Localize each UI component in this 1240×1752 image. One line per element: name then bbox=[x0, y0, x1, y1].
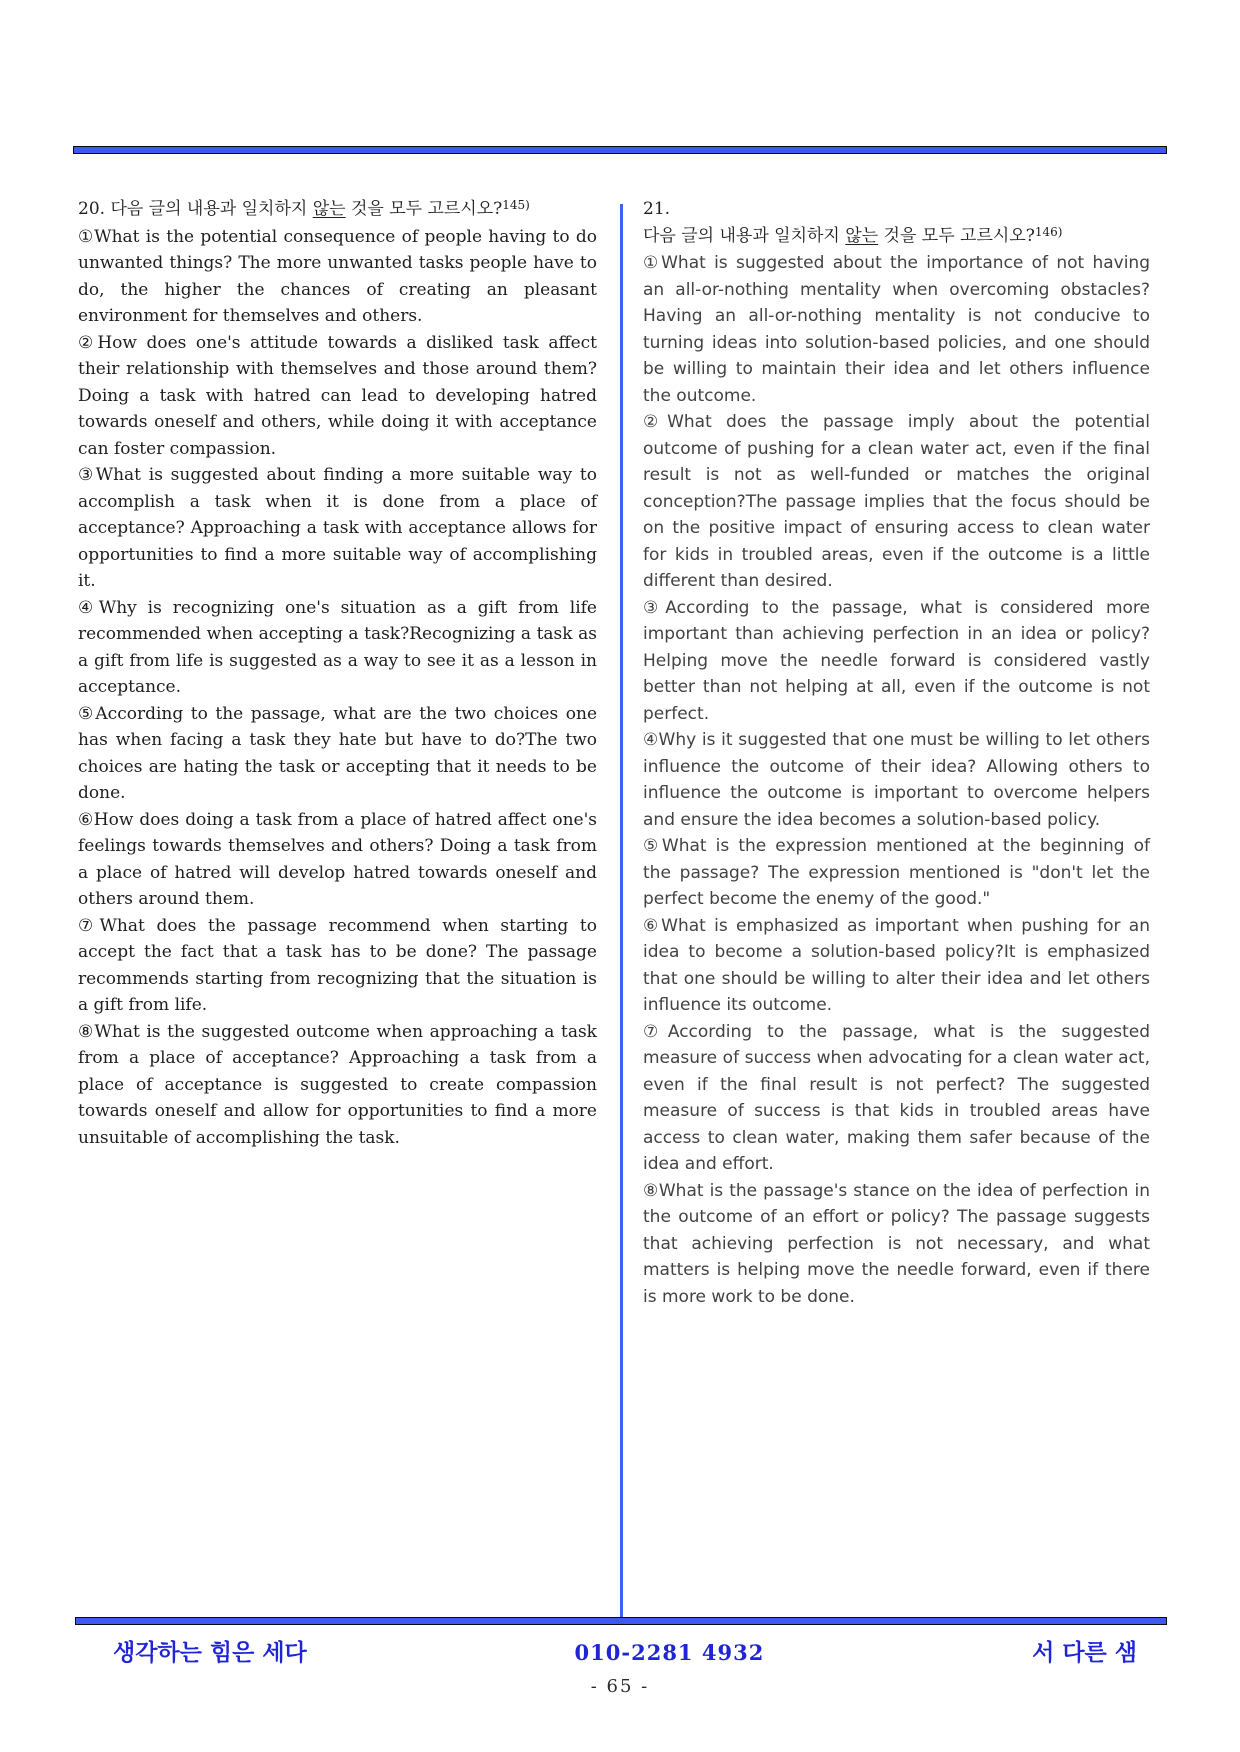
footer-phone-number: 010-2281 4932 bbox=[574, 1640, 765, 1665]
footer bbox=[75, 1634, 1165, 1667]
question-21-header-underlined-word: 않는 bbox=[845, 225, 879, 246]
question-20-footnote-ref: 145) bbox=[502, 198, 530, 212]
question-21-header bbox=[643, 223, 1150, 251]
question-21-section bbox=[643, 196, 1150, 1310]
question-item: ①What is suggested about the importance of not having an all-or-nothing mentality when overcoming obstacles? Having an all-or-nothing mentality is not conducive to turning ideas into solution-based policies, and one should be willing to maintain their idea and let others influence the outcome. bbox=[643, 253, 1150, 406]
column-divider-rule bbox=[620, 204, 623, 1617]
question-item: ⑥What is emphasized as important when pushing for an idea to become a solution-based policy?It is emphasized that one should be willing to alter their idea and let others influence its outcome. bbox=[643, 915, 1150, 1015]
question-20-header-prefix: 20. 다음 글의 내용과 일치하지 bbox=[78, 199, 313, 219]
page-number: - 65 - bbox=[590, 1676, 650, 1697]
question-21-header-prefix: 다음 글의 내용과 일치하지 bbox=[643, 225, 846, 246]
question-item: ③According to the passage, what is considered more important than achieving perfection in an idea or policy? Helping move the needle forward is considered vastly better than not helping at all, even if the outcome is not perfect. bbox=[643, 597, 1150, 724]
question-21-header-suffix: 것을 모두 고르시오? bbox=[878, 225, 1035, 246]
question-item: ⑦According to the passage, what is the suggested measure of success when advocating for a clean water act, even if the final result is not perfect? The suggested measure of success is that kids in troubled areas have access to clean water, making them safer because of the idea and effort. bbox=[643, 1021, 1150, 1174]
question-20-header bbox=[78, 196, 597, 224]
question-20-header-suffix: 것을 모두 고르시오? bbox=[345, 199, 503, 219]
question-21-footnote-ref: 146) bbox=[1034, 224, 1063, 239]
question-21-number: 21. bbox=[643, 199, 671, 219]
question-item: ⑦What does the passage recommend when starting to accept the fact that a task has to be done? The passage recommends starting from recognizing that the situation is a gift from life. bbox=[78, 915, 597, 1015]
question-item: ④Why is recognizing one's situation as a gift from life recommended when accepting a task?Recognizing a task as a gift from life is suggested as a way to see it as a lesson in acceptance. bbox=[78, 597, 597, 697]
question-item: ⑧What is the suggested outcome when approaching a task from a place of acceptance? Approaching a task from a place of acceptance is suggested to create compassion towards oneself and allow for opportunities to find a more unsuitable of accomplishing the task. bbox=[78, 1021, 597, 1148]
question-item: ②What does the passage imply about the potential outcome of pushing for a clean water act, even if the final result is not as well-funded or matches the original conception?The passage implies that the focus should be on the positive impact of ensuring access to clean water for kids in troubled areas, even if the outcome is a little different than desired. bbox=[643, 412, 1150, 591]
question-item: ⑤According to the passage, what are the two choices one has when facing a task they hate but have to do?The two choices are hating the task or accepting that it needs to be done. bbox=[78, 703, 597, 803]
question-item: ⑧What is the passage's stance on the idea of perfection in the outcome of an effort or policy? The passage suggests that achieving perfection is not necessary, and what matters is helping move the needle forward, even if there is more work to be done. bbox=[643, 1180, 1150, 1307]
footer-brand-left: 생각하는 힘은 세다 bbox=[113, 1640, 307, 1666]
question-item: ③What is suggested about finding a more suitable way to accomplish a task when it is done from a place of acceptance? Approaching a task with acceptance allows for opportunities to find a more suitable way of accomplishing it. bbox=[78, 465, 597, 591]
question-20-header-underlined-word: 않는 bbox=[312, 199, 346, 219]
question-20-section bbox=[78, 196, 597, 1151]
top-horizontal-rule bbox=[73, 146, 1167, 154]
footer-brand-right: 서 다른 샘 bbox=[1032, 1640, 1137, 1666]
question-item: ②How does one's attitude towards a disliked task affect their relationship with themselves and those around them? Doing a task with hatred can lead to developing hatred towards oneself and others, while doing it with acceptance can foster compassion. bbox=[78, 332, 597, 459]
footer-horizontal-rule bbox=[75, 1617, 1167, 1625]
question-item: ⑤What is the expression mentioned at the beginning of the passage? The expression mentioned is "don't let the perfect become the enemy of the good." bbox=[643, 836, 1150, 909]
question-item: ④Why is it suggested that one must be willing to let others influence the outcome of their idea? Allowing others to influence the outcome is important to overcome helpers and ensure the idea becomes a solution-based policy. bbox=[643, 730, 1150, 830]
question-item: ⑥How does doing a task from a place of hatred affect one's feelings towards themselves and others? Doing a task from a place of hatred will develop hatred towards oneself and others around them. bbox=[78, 809, 597, 909]
question-item: ①What is the potential consequence of people having to do unwanted things? The more unwanted tasks people have to do, the higher the chances of creating an pleasant environment for themselves and others. bbox=[78, 226, 597, 326]
